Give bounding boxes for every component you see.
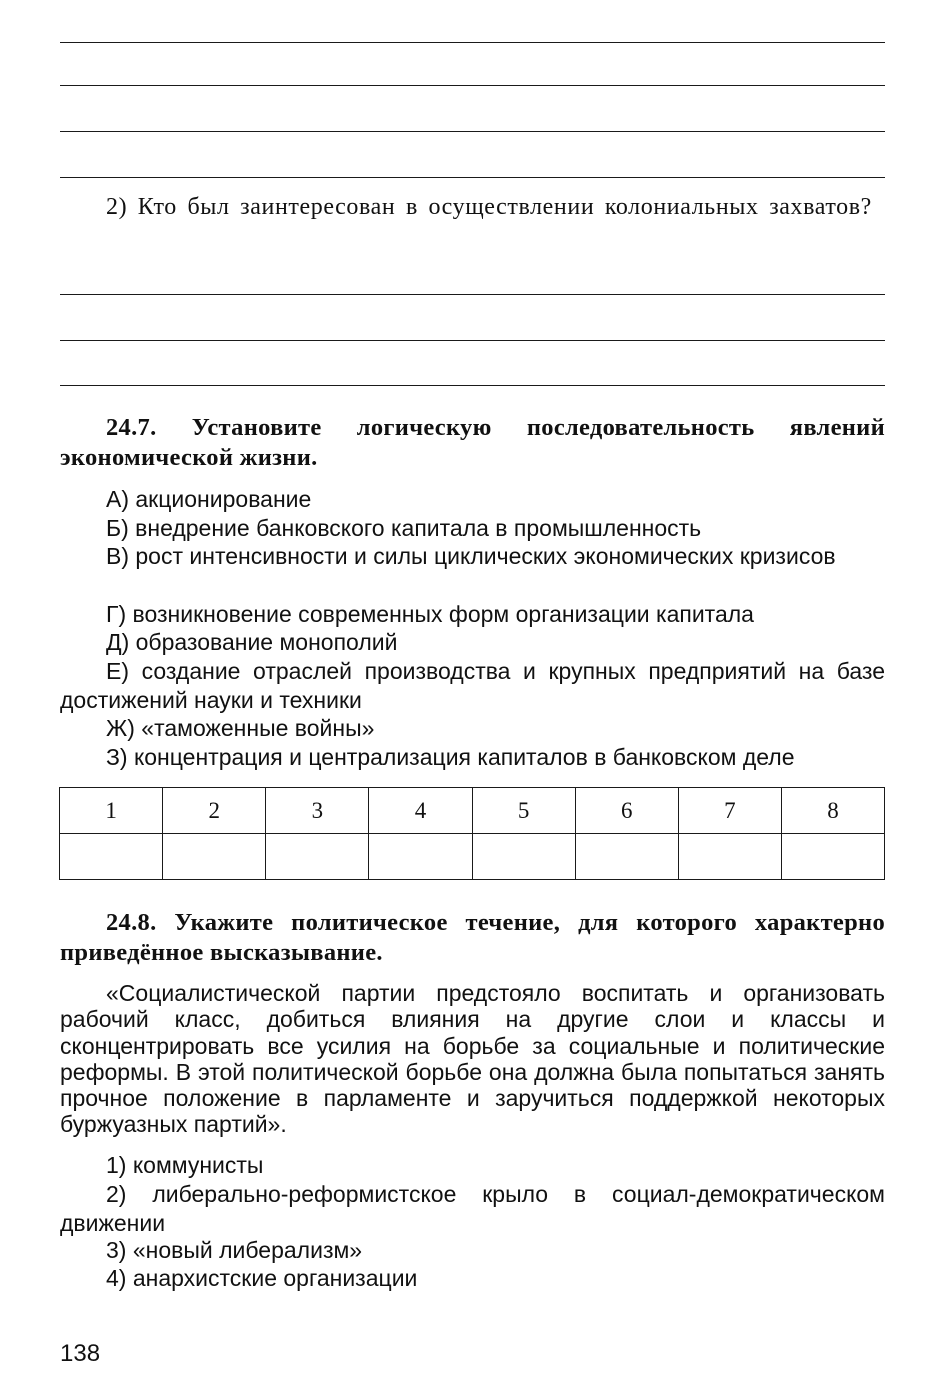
- table-header-cell: 4: [369, 788, 472, 834]
- answer-line[interactable]: [60, 131, 885, 132]
- sequence-answer-table: [59, 787, 885, 880]
- task-24-8-option-1: 1) коммунисты: [106, 1152, 264, 1178]
- task-24-7-title: 24.7. Установите логическую последовательность явлений экономической жизни.: [60, 414, 885, 471]
- answer-cell[interactable]: [266, 834, 369, 880]
- answer-line[interactable]: [60, 85, 885, 86]
- answer-cell[interactable]: [60, 834, 163, 880]
- answer-cell[interactable]: [369, 834, 472, 880]
- answer-line[interactable]: [60, 340, 885, 341]
- table-header-cell: 8: [781, 788, 884, 834]
- answer-cell[interactable]: [472, 834, 575, 880]
- table-header-cell: 6: [575, 788, 678, 834]
- table-header-cell: 5: [472, 788, 575, 834]
- task-24-7-option-v: В) рост интенсивности и силы циклических экономических кризисов: [106, 543, 836, 569]
- task-24-7-option-d: Д) образование монополий: [106, 629, 398, 655]
- task-24-7-option-e: Е) создание отраслей производства и крупных предприятий на базе достижений науки и техники: [60, 658, 885, 713]
- answer-cell[interactable]: [575, 834, 678, 880]
- table-header-cell: 2: [163, 788, 266, 834]
- task-24-8-title: 24.8. Укажите политическое течение, для которого характерно приведённое высказывание.: [60, 909, 885, 966]
- task-24-8-option-4: 4) анархистские организации: [106, 1265, 418, 1291]
- table-answer-row: [60, 834, 885, 880]
- answer-line[interactable]: [60, 294, 885, 295]
- task-24-7-option-b: Б) внедрение банковского капитала в промышленность: [106, 515, 702, 541]
- answer-line[interactable]: [60, 177, 885, 178]
- answer-cell[interactable]: [678, 834, 781, 880]
- table-header-row: [60, 788, 885, 834]
- task-24-7-option-g: Г) возникновение современных форм организации капитала: [106, 601, 754, 627]
- task-24-8-option-3: 3) «новый либерализм»: [106, 1237, 363, 1263]
- table-header-cell: 7: [678, 788, 781, 834]
- answer-cell[interactable]: [781, 834, 884, 880]
- answer-line[interactable]: [60, 42, 885, 43]
- task-24-7-option-zh: Ж) «таможенные войны»: [106, 715, 375, 741]
- task-24-7-option-z: З) концентрация и централизация капиталов в банковском деле: [106, 744, 795, 770]
- question-2-text: 2) Кто был заинтересован в осуществлении колониальных захватов?: [106, 194, 872, 220]
- task-24-7-option-a: А) акционирование: [106, 486, 312, 512]
- table-header-cell: 1: [60, 788, 163, 834]
- answer-line[interactable]: [60, 385, 885, 386]
- task-24-8-option-2: 2) либерально-реформистское крыло в социал-демократическом движении: [60, 1181, 885, 1236]
- answer-cell[interactable]: [163, 834, 266, 880]
- task-24-8-quote: «Социалистической партии предстояло воспитать и организовать рабочий класс, добиться влияния на другие слои и классы и сконцентрировать все усилия на борьбе за социальные и политические реформы. В этой политической борьбе она должна была попытаться занять прочное положение в парламенте и заручиться поддержкой некоторых буржуазных партий».: [60, 980, 885, 1138]
- table-header-cell: 3: [266, 788, 369, 834]
- page-number: 138: [60, 1340, 101, 1367]
